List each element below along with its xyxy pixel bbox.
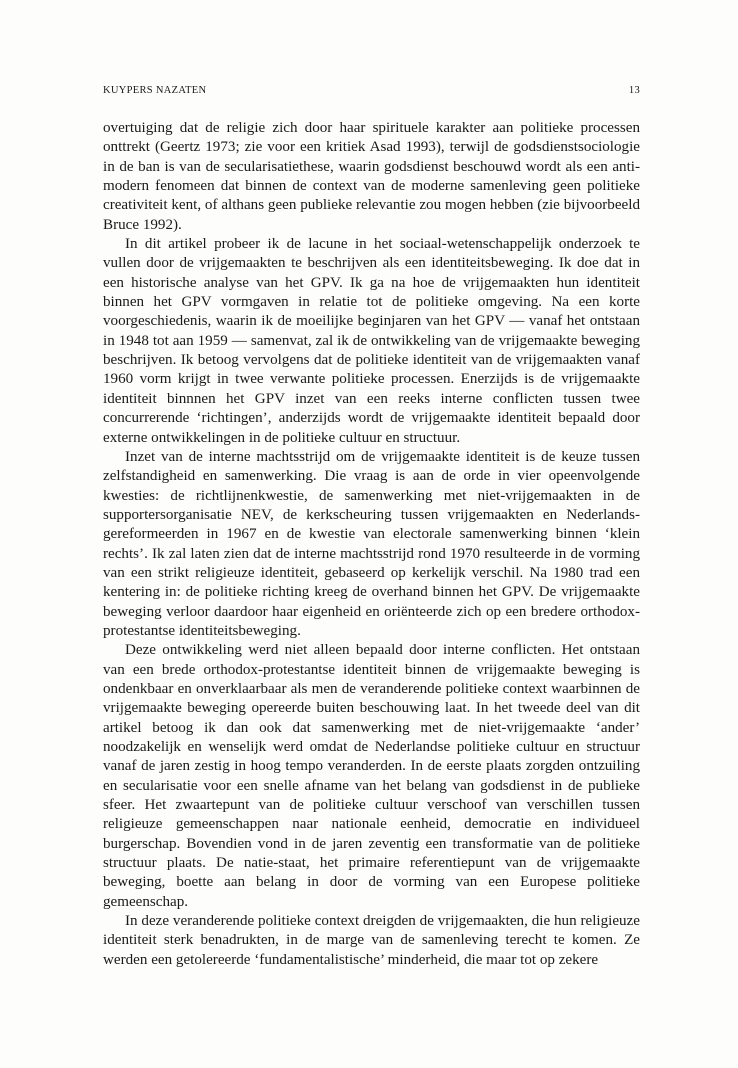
paragraph-4: Deze ontwikkeling werd niet alleen bepaald door interne conflicten. Het ontstaan van een brede orthodox-protestantse identiteit binnen de vrijgemaakte beweging is ondenkbaar en onverklaarbaar als men de veranderende politieke context waarbinnen de vrijgemaakte beweging opereerde buiten beschouwing laat. In het tweede deel van dit artikel betoog ik dan ook dat samenwerking met de niet-vrijgemaakte ‘ander’ noodzakelijk en wenselijk werd omdat de Nederlandse politieke cultuur en structuur vanaf de jaren zestig in hoog tempo veranderden. In de eerste plaats zorgden ontzuiling en secularisatie voor een snelle afname van het belang van godsdienst in de publieke sfeer. Het zwaartepunt van de politieke cultuur verschoof van verschillen tussen religieuze gemeenschappen naar nationale eenheid, democratie en individueel burgerschap. Bovendien vond in de jaren zeventig een transformatie van de politieke structuur plaats. De natie-staat, het primaire referentiepunt van de vrijgemaakte beweging, boette aan belang in door de vorming van een Europese politieke gemeenschap. (103, 642, 640, 910)
paragraph-5: In deze veranderende politieke context dreigden de vrijgemaakten, die hun religieuze identiteit sterk benadrukten, in de marge van de samenleving terecht te komen. Ze werden een getolereerde ‘fundamentalistische’ minderheid, die maar tot op zekere (103, 913, 640, 968)
paragraph-2: In dit artikel probeer ik de lacune in het sociaal-wetenschappelijk onderzoek te vullen door de vrijgemaakten te beschrijven als een identiteitsbeweging. Ik doe dat in een historische analyse van het GPV. Ik ga na hoe de vrijgemaakten hun identiteit binnen het GPV vormgaven in relatie tot de politieke omgeving. Na een korte voorgeschiedenis, waarin ik de moeilijke beginjaren van het GPV — vanaf het ontstaan in 1948 tot aan 1959 — samenvat, zal ik de ontwikkeling van de vrijgemaakte beweging beschrijven. Ik betoog vervolgens dat de politieke identiteit van de vrijgemaakten vanaf 1960 vorm krijgt in twee verwante politieke processen. Enerzijds is de vrijgemaakte identiteit binnnen het GPV inzet van een reeks interne conflicten tussen twee concurrerende ‘richtingen’, anderzijds wordt de vrijgemaakte identiteit bepaald door externe ontwikkelingen in de politieke cultuur en structuur. (103, 236, 640, 446)
running-title: KUYPERS NAZATEN (103, 85, 207, 96)
paragraph-1: overtuiging dat de religie zich door haar spirituele karakter aan politieke processen onttrekt (Geertz 1973; zie voor een kritiek Asad 1993), terwijl de godsdienstsociologie in de ban is van de secularisatiethese, waarin godsdienst beschouwd wordt als een anti-modern fenomeen dat binnen de context van de moderne samenleving geen politieke creativiteit kent, of althans geen publieke relevantie zou mogen hebben (zie bijvoorbeeld Bruce 1992). (103, 120, 640, 233)
page-number: 13 (628, 85, 640, 96)
paragraph-3: Inzet van de interne machtsstrijd om de vrijgemaakte identiteit is de keuze tussen zelfstandigheid en samenwerking. Die vraag is aan de orde in vier opeenvolgende kwesties: de richtlijnenkwestie, de samenwerking met niet-vrijgemaakten in de supportersorganisatie NEV, de kerkscheuring tussen vrijgemaakten en Nederlands-gereformeerden in 1967 en de kwestie van electorale samenwerking binnen ‘klein rechts’. Ik zal laten zien dat de interne machtsstrijd rond 1970 resulteerde in de vorming van een strikt religieuze identiteit, gebaseerd op kerkelijk verschil. Na 1980 trad een kentering in: de politieke richting kreeg de overhand binnen het GPV. De vrijgemaakte beweging verloor daardoor haar eigenheid en oriënteerde zich op een bredere orthodox-protestantse identiteitsbeweging. (103, 448, 640, 639)
running-head (103, 85, 640, 101)
body-text (103, 119, 640, 970)
